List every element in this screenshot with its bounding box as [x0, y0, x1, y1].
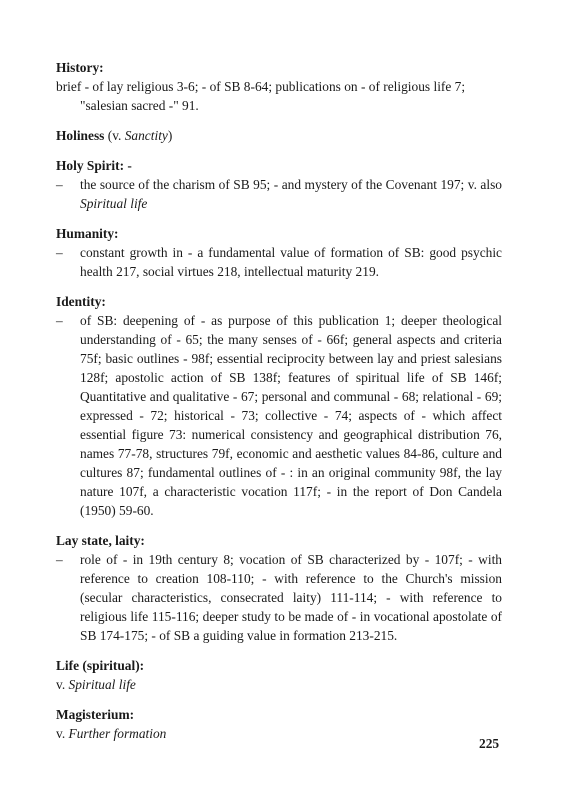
entry-term: History:	[56, 60, 104, 75]
ref-target: Spiritual life	[80, 196, 148, 211]
dash-bullet: –	[56, 177, 63, 192]
entry-holy-spirit	[56, 156, 502, 213]
entry-term: Life (spiritual):	[56, 658, 145, 673]
entry-identity	[56, 292, 502, 520]
entry-term: Holy Spirit: -	[56, 158, 132, 173]
ref-prefix: v.	[56, 677, 69, 692]
entry-term: Identity:	[56, 294, 106, 309]
ref-suffix: )	[167, 128, 173, 143]
entry-magisterium	[56, 705, 502, 743]
entry-holiness	[56, 126, 502, 145]
dash-bullet: –	[56, 552, 63, 567]
page-number: 225	[479, 736, 500, 751]
dash-bullet: –	[56, 245, 63, 260]
dash-bullet: –	[56, 313, 63, 328]
ref-prefix: (v.	[107, 128, 125, 143]
ref-target: Sanctity	[124, 128, 168, 143]
entry-text: role of - in 19th century 8; vocation of SB characterized by - 107f; - with reference to creation 108-110; - with reference to the Church's mission (secular characteristics, consecrated laity) 111-114; - with reference to religious life 115-116; deeper study to be made of - in vocational apostolate of SB 174-175; - of SB a guiding value in formation 213-215.	[80, 552, 502, 643]
entry-lay-state	[56, 531, 502, 645]
entry-text: of SB: deepening of - as purpose of this publication 1; deeper theological understanding of - 65; the many senses of - 66f; general aspects and criteria 75f; basic outlines - 98f; essential reciprocity between lay and priest salesians 128f; apostolic action of SB 138f; features of spiritual life of SB 146f; Quantitative and qualitative - 67; personal and communal - 68; relational - 69; expressed - 72; historical - 73; collective - 74; aspects of - which affect essential figure 73: numerical consistency and geographical distribution 76, names 77-78, structures 79f, economic and aesthetic values 84-86, culture and cultures 87; fundamental outlines of - : in an original community 98f, the lay nature 107f, a characteristic vocation 117f; - in the report of Don Candela (1950) 59-60.	[80, 313, 502, 518]
ref-target: Further formation	[68, 726, 167, 741]
entry-text: the source of the charism of SB 95; - and mystery of the Covenant 197; v. also	[80, 177, 502, 192]
entry-term: Humanity:	[56, 226, 119, 241]
entry-humanity	[56, 224, 502, 281]
entry-history	[56, 58, 502, 115]
entry-text: brief - of lay religious 3-6; - of SB 8-64; publications on - of religious life 7; "salesian sacred -" 91.	[56, 79, 466, 113]
entry-text: constant growth in - a fundamental value of formation of SB: good psychic health 217, social virtues 218, intellectual maturity 219.	[80, 245, 502, 279]
entry-term: Magisterium:	[56, 707, 135, 722]
entry-term: Holiness	[56, 128, 105, 143]
ref-target: Spiritual life	[68, 677, 136, 692]
entry-term: Lay state, laity:	[56, 533, 145, 548]
ref-prefix: v.	[56, 726, 69, 741]
entry-life-spiritual	[56, 656, 502, 694]
index-page	[56, 58, 502, 754]
